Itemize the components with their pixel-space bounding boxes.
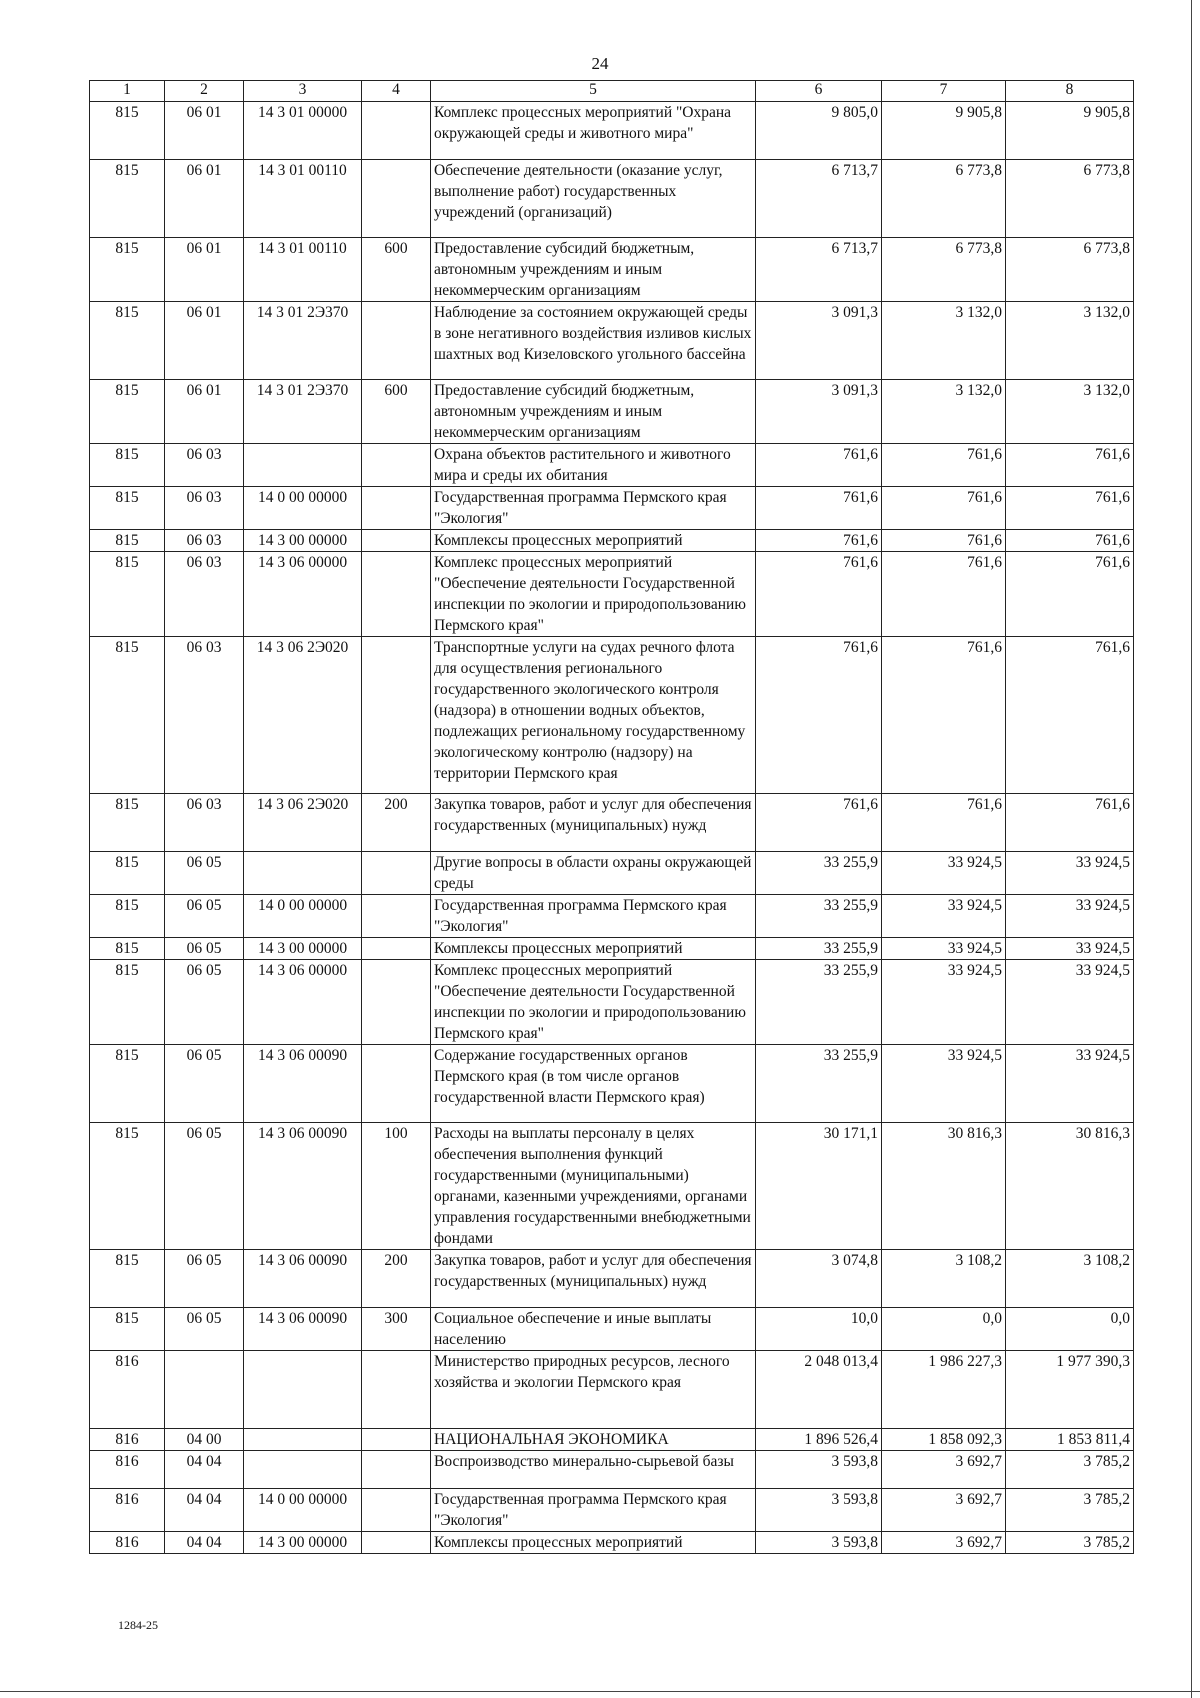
column-header: 5 [431, 81, 756, 102]
table-row [90, 552, 1134, 637]
cell-admin-code: 815 [90, 444, 165, 487]
column-header: 1 [90, 81, 165, 102]
scan-edge-right [1191, 0, 1192, 1698]
table-row [90, 1123, 1134, 1250]
cell-amount-col8: 6 773,8 [1006, 238, 1134, 302]
cell-expense-type [362, 444, 431, 487]
cell-amount-col6: 30 171,1 [756, 1123, 882, 1250]
column-header: 3 [244, 81, 362, 102]
cell-target-item [244, 1429, 362, 1451]
cell-admin-code: 815 [90, 302, 165, 380]
cell-amount-col7: 9 905,8 [882, 102, 1006, 160]
cell-admin-code: 815 [90, 1045, 165, 1123]
cell-expense-type [362, 160, 431, 238]
table-row [90, 102, 1134, 160]
cell-description: Другие вопросы в области охраны окружающей среды [431, 852, 756, 895]
cell-amount-col7: 33 924,5 [882, 960, 1006, 1045]
cell-description: Транспортные услуги на судах речного флота для осуществления регионального государственного экологического контроля (надзора) в отношении водных объектов, подлежащих региональному государственному экологическому контролю (надзору) на территории Пермского края [431, 637, 756, 794]
cell-amount-col8: 3 108,2 [1006, 1250, 1134, 1308]
cell-section: 04 04 [165, 1532, 244, 1554]
budget-table [89, 80, 1134, 1554]
cell-amount-col7: 3 132,0 [882, 380, 1006, 444]
cell-admin-code: 815 [90, 1308, 165, 1351]
cell-amount-col7: 33 924,5 [882, 852, 1006, 895]
table-row [90, 1045, 1134, 1123]
cell-admin-code: 815 [90, 160, 165, 238]
cell-amount-col6: 761,6 [756, 444, 882, 487]
cell-admin-code: 816 [90, 1451, 165, 1489]
cell-amount-col7: 33 924,5 [882, 1045, 1006, 1123]
cell-target-item [244, 852, 362, 895]
cell-amount-col6: 2 048 013,4 [756, 1351, 882, 1429]
cell-section: 06 05 [165, 1123, 244, 1250]
cell-amount-col7: 1 858 092,3 [882, 1429, 1006, 1451]
cell-admin-code: 816 [90, 1489, 165, 1532]
cell-amount-col8: 33 924,5 [1006, 938, 1134, 960]
cell-expense-type: 600 [362, 238, 431, 302]
cell-amount-col6: 3 593,8 [756, 1489, 882, 1532]
cell-section: 06 03 [165, 444, 244, 487]
cell-amount-col6: 761,6 [756, 794, 882, 852]
cell-amount-col8: 761,6 [1006, 552, 1134, 637]
cell-expense-type [362, 552, 431, 637]
cell-amount-col7: 33 924,5 [882, 938, 1006, 960]
cell-description: Закупка товаров, работ и услуг для обеспечения государственных (муниципальных) нужд [431, 794, 756, 852]
cell-section [165, 1351, 244, 1429]
cell-section: 06 05 [165, 895, 244, 938]
cell-target-item: 14 3 00 00000 [244, 530, 362, 552]
cell-amount-col7: 761,6 [882, 487, 1006, 530]
cell-expense-type [362, 487, 431, 530]
cell-amount-col7: 6 773,8 [882, 160, 1006, 238]
table-row [90, 160, 1134, 238]
cell-admin-code: 815 [90, 637, 165, 794]
cell-admin-code: 815 [90, 895, 165, 938]
cell-amount-col7: 6 773,8 [882, 238, 1006, 302]
table-row [90, 238, 1134, 302]
cell-expense-type [362, 1532, 431, 1554]
table-row [90, 1351, 1134, 1429]
cell-expense-type: 100 [362, 1123, 431, 1250]
table-row [90, 380, 1134, 444]
table-row [90, 444, 1134, 487]
cell-target-item: 14 3 06 00090 [244, 1045, 362, 1123]
cell-amount-col8: 761,6 [1006, 444, 1134, 487]
cell-amount-col6: 6 713,7 [756, 160, 882, 238]
cell-section: 06 03 [165, 530, 244, 552]
cell-target-item: 14 3 06 00000 [244, 552, 362, 637]
table-row [90, 1451, 1134, 1489]
cell-amount-col7: 3 692,7 [882, 1451, 1006, 1489]
table-row [90, 1250, 1134, 1308]
table-row [90, 960, 1134, 1045]
table-row [90, 1532, 1134, 1554]
cell-section: 06 05 [165, 852, 244, 895]
cell-amount-col8: 6 773,8 [1006, 160, 1134, 238]
cell-amount-col8: 761,6 [1006, 794, 1134, 852]
cell-admin-code: 815 [90, 102, 165, 160]
cell-amount-col8: 761,6 [1006, 530, 1134, 552]
cell-amount-col8: 1 853 811,4 [1006, 1429, 1134, 1451]
cell-amount-col7: 30 816,3 [882, 1123, 1006, 1250]
cell-section: 06 05 [165, 960, 244, 1045]
column-header: 4 [362, 81, 431, 102]
column-header: 6 [756, 81, 882, 102]
cell-expense-type: 300 [362, 1308, 431, 1351]
cell-description: Социальное обеспечение и иные выплаты населению [431, 1308, 756, 1351]
cell-description: Расходы на выплаты персоналу в целях обеспечения выполнения функций государственными (муниципальными) органами, казенными учреждениями, органами управления государственными внебюджетными фондами [431, 1123, 756, 1250]
cell-target-item: 14 3 01 00110 [244, 238, 362, 302]
cell-target-item: 14 3 06 2Э020 [244, 794, 362, 852]
cell-amount-col7: 3 108,2 [882, 1250, 1006, 1308]
cell-expense-type: 600 [362, 380, 431, 444]
cell-description: Охрана объектов растительного и животного мира и среды их обитания [431, 444, 756, 487]
cell-amount-col8: 33 924,5 [1006, 1045, 1134, 1123]
cell-amount-col8: 3 785,2 [1006, 1451, 1134, 1489]
cell-description: Воспроизводство минерально-сырьевой базы [431, 1451, 756, 1489]
cell-target-item: 14 3 06 00090 [244, 1308, 362, 1351]
cell-expense-type [362, 1489, 431, 1532]
table-row [90, 794, 1134, 852]
cell-description: Предоставление субсидий бюджетным, автономным учреждениям и иным некоммерческим организациям [431, 380, 756, 444]
cell-admin-code: 816 [90, 1429, 165, 1451]
cell-admin-code: 815 [90, 938, 165, 960]
cell-amount-col8: 1 977 390,3 [1006, 1351, 1134, 1429]
cell-expense-type [362, 530, 431, 552]
cell-expense-type [362, 1451, 431, 1489]
cell-amount-col7: 33 924,5 [882, 895, 1006, 938]
cell-section: 06 03 [165, 487, 244, 530]
cell-amount-col7: 1 986 227,3 [882, 1351, 1006, 1429]
table-row [90, 487, 1134, 530]
cell-section: 06 05 [165, 1045, 244, 1123]
cell-description: Государственная программа Пермского края "Экология" [431, 487, 756, 530]
cell-amount-col8: 33 924,5 [1006, 960, 1134, 1045]
cell-amount-col6: 3 091,3 [756, 302, 882, 380]
cell-amount-col7: 761,6 [882, 530, 1006, 552]
cell-amount-col7: 761,6 [882, 444, 1006, 487]
cell-amount-col6: 3 091,3 [756, 380, 882, 444]
cell-description: Комплексы процессных мероприятий [431, 938, 756, 960]
cell-expense-type: 200 [362, 794, 431, 852]
cell-admin-code: 815 [90, 1123, 165, 1250]
cell-admin-code: 815 [90, 238, 165, 302]
cell-target-item: 14 3 06 00000 [244, 960, 362, 1045]
cell-target-item [244, 1351, 362, 1429]
cell-amount-col7: 0,0 [882, 1308, 1006, 1351]
cell-amount-col6: 33 255,9 [756, 938, 882, 960]
cell-section: 06 05 [165, 1250, 244, 1308]
cell-target-item: 14 3 00 00000 [244, 1532, 362, 1554]
cell-description: Закупка товаров, работ и услуг для обеспечения государственных (муниципальных) нужд [431, 1250, 756, 1308]
cell-amount-col7: 3 692,7 [882, 1532, 1006, 1554]
cell-target-item: 14 0 00 00000 [244, 1489, 362, 1532]
cell-target-item: 14 3 06 00090 [244, 1250, 362, 1308]
cell-description: Предоставление субсидий бюджетным, автономным учреждениям и иным некоммерческим организациям [431, 238, 756, 302]
cell-section: 06 03 [165, 794, 244, 852]
cell-admin-code: 816 [90, 1532, 165, 1554]
cell-target-item: 14 3 06 00090 [244, 1123, 362, 1250]
cell-expense-type [362, 1429, 431, 1451]
cell-section: 06 03 [165, 637, 244, 794]
table-header-row [90, 81, 1134, 102]
table-row [90, 1489, 1134, 1532]
cell-section: 04 04 [165, 1451, 244, 1489]
cell-amount-col6: 761,6 [756, 552, 882, 637]
cell-expense-type [362, 960, 431, 1045]
column-header: 8 [1006, 81, 1134, 102]
table-row [90, 302, 1134, 380]
page-number: 24 [591, 54, 609, 73]
cell-target-item: 14 3 06 2Э020 [244, 637, 362, 794]
cell-amount-col7: 3 132,0 [882, 302, 1006, 380]
cell-admin-code: 815 [90, 380, 165, 444]
cell-description: Комплексы процессных мероприятий [431, 530, 756, 552]
cell-section: 06 01 [165, 160, 244, 238]
cell-description: Комплекс процессных мероприятий "Обеспечение деятельности Государственной инспекции по экологии и природопользованию Пермского края" [431, 552, 756, 637]
cell-admin-code: 816 [90, 1351, 165, 1429]
cell-amount-col6: 3 593,8 [756, 1451, 882, 1489]
cell-description: Комплекс процессных мероприятий "Охрана окружающей среды и животного мира" [431, 102, 756, 160]
cell-admin-code: 815 [90, 794, 165, 852]
cell-admin-code: 815 [90, 960, 165, 1045]
cell-amount-col8: 0,0 [1006, 1308, 1134, 1351]
cell-expense-type [362, 852, 431, 895]
cell-expense-type [362, 1351, 431, 1429]
table-row [90, 1308, 1134, 1351]
cell-target-item: 14 3 01 2Э370 [244, 302, 362, 380]
cell-amount-col8: 3 785,2 [1006, 1489, 1134, 1532]
cell-amount-col7: 3 692,7 [882, 1489, 1006, 1532]
cell-section: 06 01 [165, 380, 244, 444]
cell-expense-type [362, 302, 431, 380]
table-row [90, 1429, 1134, 1451]
cell-amount-col6: 1 896 526,4 [756, 1429, 882, 1451]
cell-admin-code: 815 [90, 530, 165, 552]
cell-amount-col6: 761,6 [756, 487, 882, 530]
cell-amount-col8: 9 905,8 [1006, 102, 1134, 160]
cell-admin-code: 815 [90, 1250, 165, 1308]
cell-description: НАЦИОНАЛЬНАЯ ЭКОНОМИКА [431, 1429, 756, 1451]
cell-target-item [244, 1451, 362, 1489]
cell-amount-col6: 6 713,7 [756, 238, 882, 302]
cell-description: Государственная программа Пермского края "Экология" [431, 895, 756, 938]
cell-description: Комплекс процессных мероприятий "Обеспечение деятельности Государственной инспекции по экологии и природопользованию Пермского края" [431, 960, 756, 1045]
cell-description: Содержание государственных органов Пермского края (в том числе органов государственной власти Пермского края) [431, 1045, 756, 1123]
cell-amount-col6: 10,0 [756, 1308, 882, 1351]
cell-expense-type [362, 1045, 431, 1123]
cell-target-item: 14 3 01 00000 [244, 102, 362, 160]
cell-amount-col6: 3 074,8 [756, 1250, 882, 1308]
cell-amount-col6: 33 255,9 [756, 852, 882, 895]
cell-amount-col6: 33 255,9 [756, 960, 882, 1045]
cell-section: 06 05 [165, 938, 244, 960]
cell-section: 06 01 [165, 238, 244, 302]
table-row [90, 895, 1134, 938]
cell-section: 06 01 [165, 302, 244, 380]
cell-expense-type [362, 938, 431, 960]
cell-amount-col6: 761,6 [756, 530, 882, 552]
cell-admin-code: 815 [90, 487, 165, 530]
cell-amount-col8: 761,6 [1006, 487, 1134, 530]
table-row [90, 852, 1134, 895]
cell-admin-code: 815 [90, 852, 165, 895]
cell-target-item: 14 0 00 00000 [244, 895, 362, 938]
cell-expense-type [362, 102, 431, 160]
cell-description: Комплексы процессных мероприятий [431, 1532, 756, 1554]
cell-amount-col7: 761,6 [882, 637, 1006, 794]
cell-target-item: 14 3 01 2Э370 [244, 380, 362, 444]
cell-section: 04 00 [165, 1429, 244, 1451]
cell-description: Министерство природных ресурсов, лесного хозяйства и экологии Пермского края [431, 1351, 756, 1429]
cell-amount-col6: 761,6 [756, 637, 882, 794]
cell-amount-col6: 33 255,9 [756, 895, 882, 938]
table-row [90, 637, 1134, 794]
cell-description: Государственная программа Пермского края "Экология" [431, 1489, 756, 1532]
cell-target-item: 14 3 01 00110 [244, 160, 362, 238]
cell-amount-col8: 33 924,5 [1006, 895, 1134, 938]
cell-section: 06 01 [165, 102, 244, 160]
scan-edge-bottom [0, 1691, 1200, 1692]
cell-amount-col8: 33 924,5 [1006, 852, 1134, 895]
cell-amount-col8: 30 816,3 [1006, 1123, 1134, 1250]
cell-section: 04 04 [165, 1489, 244, 1532]
table-row [90, 938, 1134, 960]
cell-amount-col8: 3 785,2 [1006, 1532, 1134, 1554]
table-row [90, 530, 1134, 552]
cell-amount-col6: 9 805,0 [756, 102, 882, 160]
cell-target-item [244, 444, 362, 487]
cell-expense-type [362, 637, 431, 794]
cell-amount-col7: 761,6 [882, 794, 1006, 852]
cell-amount-col6: 33 255,9 [756, 1045, 882, 1123]
cell-admin-code: 815 [90, 552, 165, 637]
cell-section: 06 05 [165, 1308, 244, 1351]
cell-section: 06 03 [165, 552, 244, 637]
cell-amount-col6: 3 593,8 [756, 1532, 882, 1554]
cell-amount-col8: 3 132,0 [1006, 380, 1134, 444]
column-header: 2 [165, 81, 244, 102]
cell-amount-col8: 3 132,0 [1006, 302, 1134, 380]
cell-amount-col7: 761,6 [882, 552, 1006, 637]
cell-description: Обеспечение деятельности (оказание услуг, выполнение работ) государственных учреждений (организаций) [431, 160, 756, 238]
column-header: 7 [882, 81, 1006, 102]
cell-expense-type: 200 [362, 1250, 431, 1308]
cell-description: Наблюдение за состоянием окружающей среды в зоне негативного воздействия изливов кислых шахтных вод Кизеловского угольного бассейна [431, 302, 756, 380]
cell-amount-col8: 761,6 [1006, 637, 1134, 794]
cell-target-item: 14 0 00 00000 [244, 487, 362, 530]
cell-expense-type [362, 895, 431, 938]
footer-code: 1284-25 [118, 1618, 158, 1632]
cell-target-item: 14 3 00 00000 [244, 938, 362, 960]
